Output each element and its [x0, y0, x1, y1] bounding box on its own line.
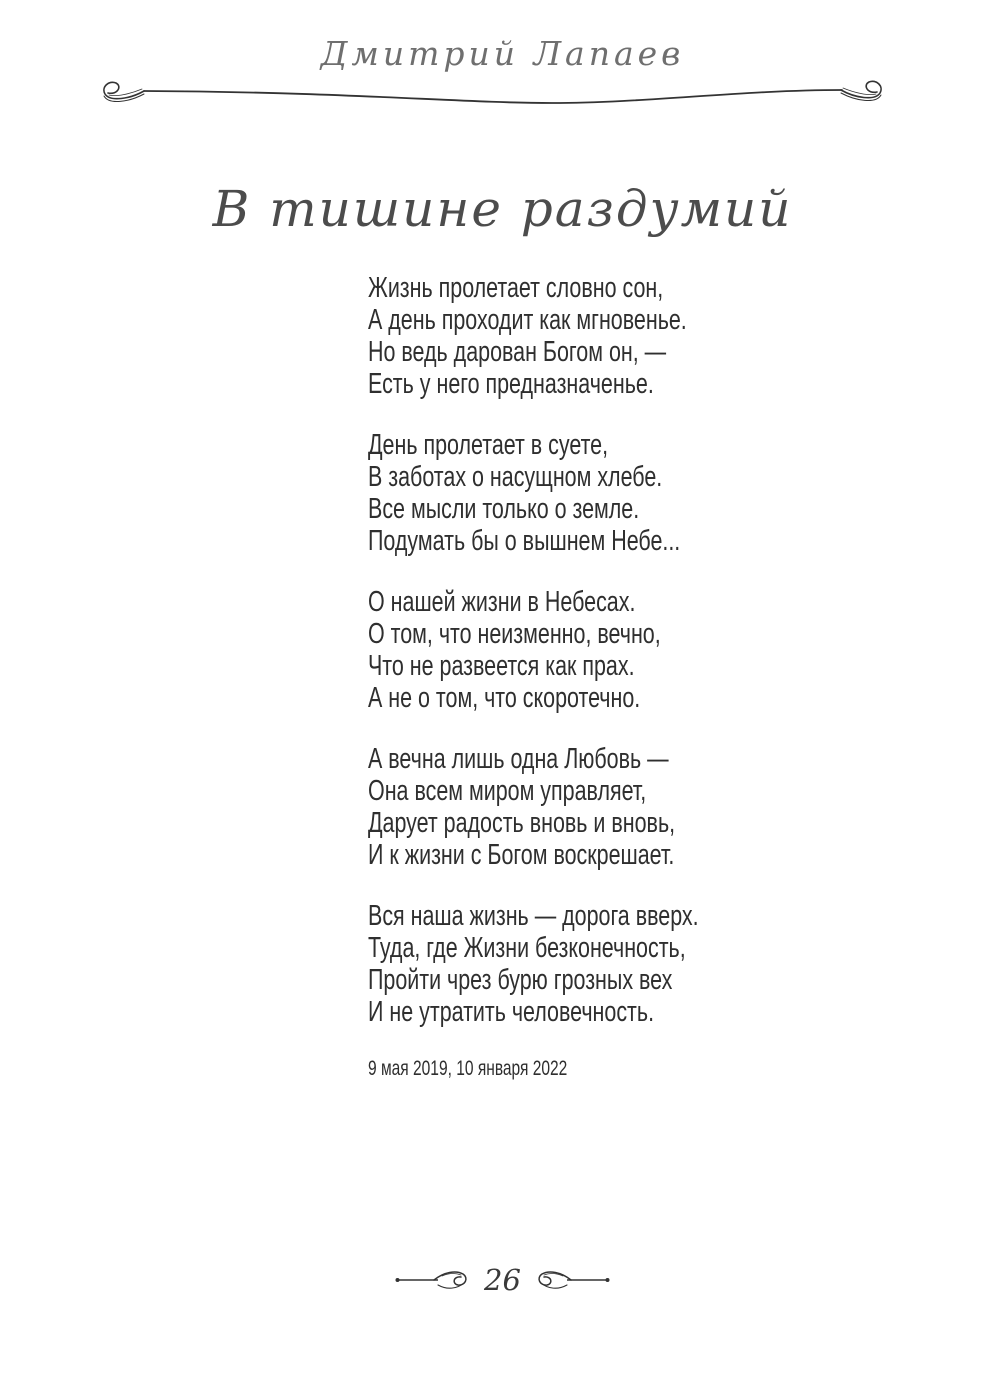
poem-line: О нашей жизни в Небесах. [368, 586, 636, 618]
poem-line: А день проходит как мгновенье. [368, 304, 687, 336]
poem-line: Жизнь пролетает словно сон, [368, 272, 664, 304]
footer-right-ornament-icon [531, 1265, 611, 1295]
poem-line: Все мысли только о земле. [368, 493, 640, 525]
poem-line: Пройти чрез бурю грозных вех [368, 964, 673, 996]
poem-line: И к жизни с Богом воскрешает. [368, 839, 675, 871]
swirl-left-icon [104, 82, 144, 101]
page-number: 26 [484, 1263, 521, 1297]
poem-line: Есть у него предназначенье. [368, 368, 654, 400]
stanza [368, 586, 694, 714]
stanza [368, 272, 694, 400]
poem-line: День пролетает в суете, [368, 429, 609, 461]
page-footer [0, 1263, 1005, 1297]
poem-line: Но ведь дарован Богом он, — [368, 336, 667, 368]
footer-left-ornament-icon [394, 1265, 474, 1295]
poem-line: Дарует радость вновь и вновь, [368, 807, 676, 839]
poem [368, 272, 699, 1085]
poem-line: О том, что неизменно, вечно, [368, 618, 661, 650]
poem-date: 9 мая 2019, 10 января 2022 [368, 1057, 568, 1080]
poem-line: Она всем миром управляет, [368, 775, 647, 807]
divider-line [144, 90, 842, 103]
swirl-right-icon [841, 81, 881, 100]
poem-line: В заботах о насущном хлебе. [368, 461, 663, 493]
poem-line: И не утратить человечность. [368, 996, 655, 1028]
header-divider-ornament [100, 78, 885, 114]
poem-line: Вся наша жизнь — дорога вверх. [368, 900, 699, 932]
poem-line: Что не развеется как прах. [368, 650, 635, 682]
poem-line: Туда, где Жизни безконечность, [368, 932, 686, 964]
poem-title: В тишине раздумий [212, 180, 793, 238]
poem-line: А не о том, что скоротечно. [368, 682, 641, 714]
poem-line: Подумать бы о вышнем Небе... [368, 525, 681, 557]
poem-line: А вечна лишь одна Любовь — [368, 743, 669, 775]
stanza [368, 743, 694, 871]
stanza [368, 900, 699, 1028]
page-header-author: Дмитрий Лапаев [320, 34, 685, 73]
stanza [368, 429, 694, 557]
